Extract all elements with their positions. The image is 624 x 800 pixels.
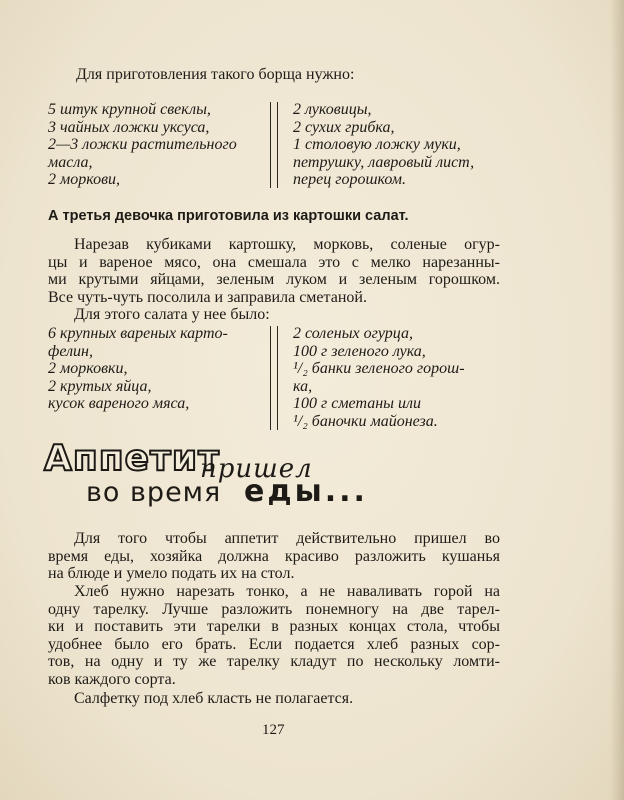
ingredient-line: 2 моркови, xyxy=(48,171,121,188)
page-spine-shadow xyxy=(610,0,624,800)
borsch-ingredients-left xyxy=(48,101,270,189)
column-divider xyxy=(270,326,278,430)
section-title-meal: еды... xyxy=(244,474,368,509)
text-line: ки и поставить эти тарелки в разных концах стола, чтобы xyxy=(48,618,500,635)
appetite-paragraph-3: Салфетку под хлеб класть не полагается. xyxy=(74,690,354,707)
text-line: Нарезав кубиками картошку, морковь, соленые огур- xyxy=(74,236,500,253)
text-line: на блюде и умело подать их на стол. xyxy=(48,565,295,582)
ingredient-line: 2 сухих грибка, xyxy=(293,118,395,136)
ingredient-line: 2 морковки, xyxy=(48,360,128,377)
salad-lead-text: Для этого салата у нее было: xyxy=(74,306,270,323)
appetite-paragraph-1 xyxy=(48,530,500,583)
salad-ingredients-left xyxy=(48,325,270,413)
text-line: одну тарелку. Лучше разложить понемногу на две тарел- xyxy=(48,600,500,618)
ingredient-line: кусок вареного мяса, xyxy=(48,395,190,412)
ingredient-line: 1 столовую ложку муки, xyxy=(293,136,461,153)
salad-ingredients-right xyxy=(293,325,523,430)
text-line: цы и вареное мясо, она смешала это с мелко нарезанны- xyxy=(48,253,500,271)
section-title-came: пришел xyxy=(200,454,313,484)
ingredient-line: 6 крупных вареных карто- xyxy=(48,325,228,342)
text-line: удобнее было его брать. Если подается хлеб разных сор- xyxy=(48,635,500,653)
ingredient-line: масла, xyxy=(48,153,93,171)
ingredient-line: 2 луковицы, xyxy=(293,101,372,118)
text-line: ков каждого сорта. xyxy=(48,670,176,688)
page-number: 127 xyxy=(262,722,285,738)
column-divider xyxy=(270,102,278,188)
ingredient-line: 100 г зеленого лука, xyxy=(293,342,426,360)
ingredient-line: перец горошком. xyxy=(293,171,406,188)
salad-heading: А третья девочка приготовила из картошки салат. xyxy=(48,208,409,224)
ingredient-line: 3 чайных ложки уксуса, xyxy=(48,118,210,136)
ingredient-line: ка, xyxy=(293,377,313,395)
text-line: Хлеб нужно нарезать тонко, а не наваливать горой на xyxy=(74,583,500,600)
ingredient-line: ¹/₂ баночки майонеза. xyxy=(293,412,438,430)
ingredient-line: 5 штук крупной свеклы, xyxy=(48,101,211,118)
text-line: время еды, хозяйка должна красиво разложить кушанья xyxy=(48,547,500,565)
ingredient-line: фелин, xyxy=(48,342,93,360)
text-line: тов, на одну и ту же тарелку кладут по нескольку ломти- xyxy=(48,653,500,670)
text-line: ми крутыми яйцами, зеленым луком и зеленым горошком. xyxy=(48,271,500,288)
ingredient-line: петрушку, лавровый лист, xyxy=(293,153,475,171)
ingredient-line: 2 крутых яйца, xyxy=(48,377,152,395)
borsch-lead-text: Для приготовления такого борща нужно: xyxy=(76,66,355,83)
borsch-ingredients-right xyxy=(293,101,523,189)
ingredient-line: 2—3 ложки растительного xyxy=(48,136,237,153)
appetite-paragraph-2 xyxy=(48,583,500,688)
section-title-appetite: Аппетит xyxy=(44,438,220,479)
text-line: Все чуть-чуть посолила и заправила сметаной. xyxy=(48,288,367,306)
ingredient-line: ¹/₂ банки зеленого горош- xyxy=(293,360,465,377)
salad-paragraph xyxy=(48,236,500,306)
ingredient-line: 100 г сметаны или xyxy=(293,395,421,412)
text-line: Для того чтобы аппетит действительно пришел во xyxy=(74,530,500,547)
section-title-during: во время xyxy=(86,477,222,508)
ingredient-line: 2 соленых огурца, xyxy=(293,325,413,342)
